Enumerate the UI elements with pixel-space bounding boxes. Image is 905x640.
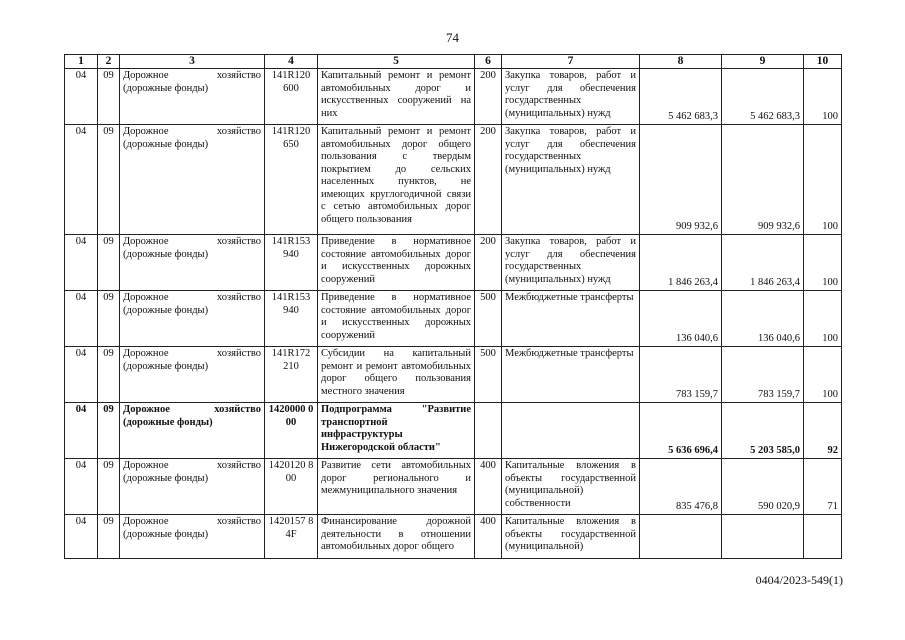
expense-type-name: Капитальные вложения в объекты государственной (муниципальной) <box>502 515 640 559</box>
execution-percent: 100 <box>804 125 842 235</box>
expense-type-name: Закупка товаров, работ и услуг для обеспечения государственных (муниципальных) нужд <box>502 69 640 125</box>
article-name: Подпрограмма "Развитие транспортной инфраструктуры Нижегородской области" <box>318 403 475 459</box>
subsection-code: 09 <box>98 125 120 235</box>
section-name: Дорожное хозяйство (дорожные фонды) <box>120 403 265 459</box>
section-name: Дорожное хозяйство (дорожные фонды) <box>120 459 265 515</box>
approved-amount: 1 846 263,4 <box>640 235 722 291</box>
table-row <box>65 69 842 125</box>
article-name: Субсидии на капитальный ремонт и ремонт автомобильных дорог общего пользования местного значения <box>318 347 475 403</box>
section-code: 04 <box>65 125 98 235</box>
expense-type-code: 200 <box>475 125 502 235</box>
expense-type-name: Капитальные вложения в объекты государственной (муниципальной) собственности <box>502 459 640 515</box>
expense-type-code: 500 <box>475 291 502 347</box>
target-article-code: 1420157 84F <box>265 515 318 559</box>
target-article-code: 1420120 800 <box>265 459 318 515</box>
column-header: 10 <box>804 55 842 69</box>
expense-type-code <box>475 403 502 459</box>
target-article-code: 1420000 000 <box>265 403 318 459</box>
table-row <box>65 515 842 559</box>
section-name: Дорожное хозяйство (дорожные фонды) <box>120 347 265 403</box>
executed-amount <box>722 515 804 559</box>
expense-type-code: 200 <box>475 235 502 291</box>
executed-amount: 783 159,7 <box>722 347 804 403</box>
expense-type-name: Закупка товаров, работ и услуг для обеспечения государственных (муниципальных) нужд <box>502 125 640 235</box>
section-code: 04 <box>65 291 98 347</box>
article-name: Капитальный ремонт и ремонт автомобильных дорог общего пользования с твердым покрытием до сельских населенных пунктов, не имеющих круглогодичной связи с сетью автомобильных дорог общего пользования <box>318 125 475 235</box>
article-name: Капитальный ремонт и ремонт автомобильных дорог и искусственных сооружений на них <box>318 69 475 125</box>
expense-type-code: 400 <box>475 459 502 515</box>
expense-type-code: 400 <box>475 515 502 559</box>
target-article-code: 141R153 940 <box>265 235 318 291</box>
section-name: Дорожное хозяйство (дорожные фонды) <box>120 69 265 125</box>
expense-type-name <box>502 403 640 459</box>
expense-type-name: Закупка товаров, работ и услуг для обеспечения государственных (муниципальных) нужд <box>502 235 640 291</box>
table-row <box>65 459 842 515</box>
approved-amount: 835 476,8 <box>640 459 722 515</box>
section-code: 04 <box>65 69 98 125</box>
section-code: 04 <box>65 347 98 403</box>
target-article-code: 141R120 650 <box>265 125 318 235</box>
table-row <box>65 125 842 235</box>
column-header: 9 <box>722 55 804 69</box>
approved-amount: 783 159,7 <box>640 347 722 403</box>
column-header: 3 <box>120 55 265 69</box>
execution-percent: 92 <box>804 403 842 459</box>
subsection-code: 09 <box>98 403 120 459</box>
executed-amount: 136 040,6 <box>722 291 804 347</box>
section-code: 04 <box>65 403 98 459</box>
page-number: 74 <box>446 30 459 45</box>
expense-type-name: Межбюджетные трансферты <box>502 291 640 347</box>
subsection-code: 09 <box>98 69 120 125</box>
subsection-code: 09 <box>98 235 120 291</box>
target-article-code: 141R120 600 <box>265 69 318 125</box>
executed-amount: 5 462 683,3 <box>722 69 804 125</box>
column-header: 5 <box>318 55 475 69</box>
subsection-code: 09 <box>98 347 120 403</box>
header-row <box>65 55 842 69</box>
column-header: 8 <box>640 55 722 69</box>
budget-table <box>64 54 842 559</box>
execution-percent: 100 <box>804 291 842 347</box>
approved-amount <box>640 515 722 559</box>
approved-amount: 5 462 683,3 <box>640 69 722 125</box>
execution-percent: 100 <box>804 347 842 403</box>
section-code: 04 <box>65 459 98 515</box>
column-header: 6 <box>475 55 502 69</box>
table-row <box>65 235 842 291</box>
column-header: 1 <box>65 55 98 69</box>
subsection-code: 09 <box>98 459 120 515</box>
expense-type-code: 500 <box>475 347 502 403</box>
execution-percent <box>804 515 842 559</box>
target-article-code: 141R172 210 <box>265 347 318 403</box>
executed-amount: 909 932,6 <box>722 125 804 235</box>
expense-type-code: 200 <box>475 69 502 125</box>
column-header: 7 <box>502 55 640 69</box>
table-row <box>65 291 842 347</box>
expense-type-name: Межбюджетные трансферты <box>502 347 640 403</box>
section-name: Дорожное хозяйство (дорожные фонды) <box>120 235 265 291</box>
column-header: 2 <box>98 55 120 69</box>
target-article-code: 141R153 940 <box>265 291 318 347</box>
executed-amount: 5 203 585,0 <box>722 403 804 459</box>
section-code: 04 <box>65 515 98 559</box>
article-name: Развитие сети автомобильных дорог регионального и межмуниципального значения <box>318 459 475 515</box>
table-row <box>65 403 842 459</box>
section-name: Дорожное хозяйство (дорожные фонды) <box>120 515 265 559</box>
document-code: 0404/2023-549(1) <box>755 573 843 587</box>
section-name: Дорожное хозяйство (дорожные фонды) <box>120 291 265 347</box>
column-header: 4 <box>265 55 318 69</box>
article-name: Приведение в нормативное состояние автомобильных дорог и искусственных дорожных сооружений <box>318 291 475 347</box>
executed-amount: 1 846 263,4 <box>722 235 804 291</box>
table-row <box>65 347 842 403</box>
approved-amount: 5 636 696,4 <box>640 403 722 459</box>
section-code: 04 <box>65 235 98 291</box>
article-name: Приведение в нормативное состояние автомобильных дорог и искусственных дорожных сооружений <box>318 235 475 291</box>
approved-amount: 136 040,6 <box>640 291 722 347</box>
article-name: Финансирование дорожной деятельности в отношении автомобильных дорог общего <box>318 515 475 559</box>
subsection-code: 09 <box>98 515 120 559</box>
section-name: Дорожное хозяйство (дорожные фонды) <box>120 125 265 235</box>
subsection-code: 09 <box>98 291 120 347</box>
execution-percent: 100 <box>804 235 842 291</box>
execution-percent: 71 <box>804 459 842 515</box>
execution-percent: 100 <box>804 69 842 125</box>
approved-amount: 909 932,6 <box>640 125 722 235</box>
executed-amount: 590 020,9 <box>722 459 804 515</box>
